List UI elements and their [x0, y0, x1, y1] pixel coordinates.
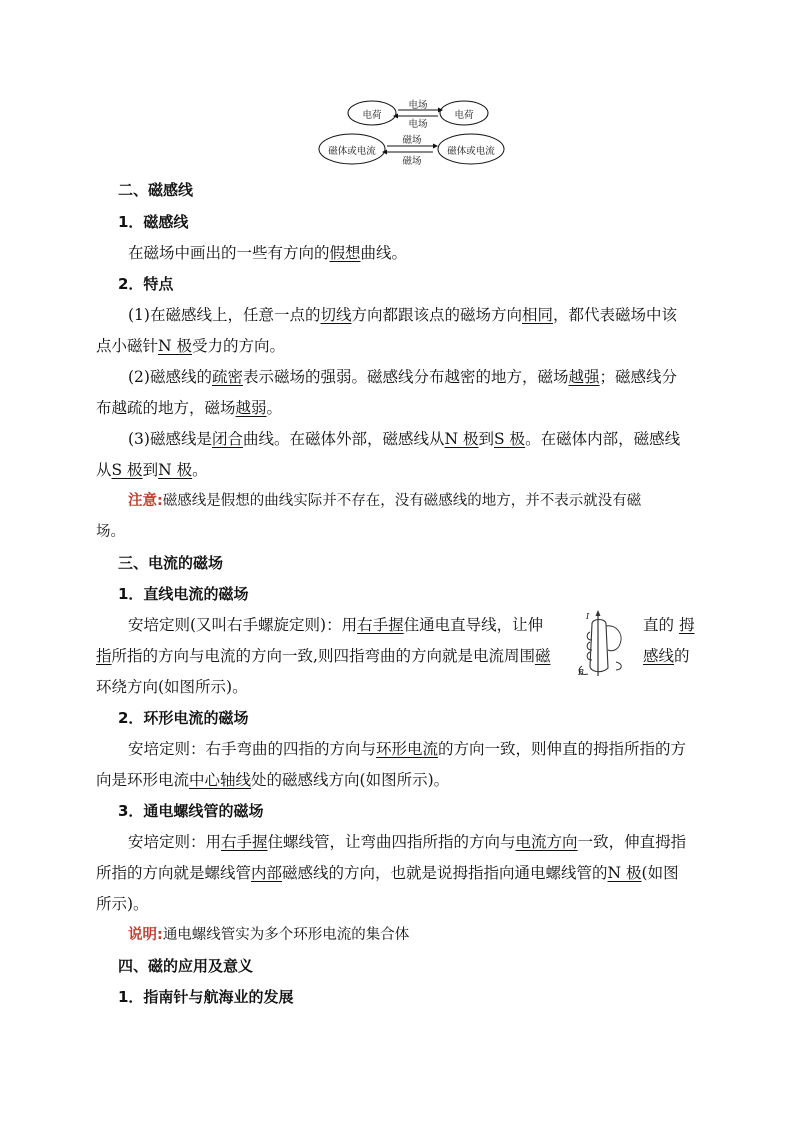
field-diagram	[0, 0, 794, 175]
straight-current-line-3: 环绕方向(如图所示)。	[96, 678, 248, 696]
feature-3-line-1: (3)磁感线是闭合曲线。在磁体外部，磁感线从N 极到S 极。在磁体内部，磁感线	[128, 430, 681, 448]
note-label: 注意:	[128, 493, 163, 509]
straight-current-line-1: 安培定则(又叫右手螺旋定则)：用右手握住通电直导线，让伸	[128, 616, 544, 634]
section-3-heading-3: 3．通电螺线管的磁场	[118, 802, 264, 820]
arrow-magnet-bottom-label: 磁场	[402, 156, 422, 167]
straight-current-line-1-right: 直的 拇	[643, 616, 695, 634]
paragraph-definition: 在磁场中画出的一些有方向的假想曲线。	[128, 244, 408, 262]
section-4-title: 四、磁的应用及意义	[118, 957, 254, 975]
explanation-label: 说明:	[128, 927, 163, 943]
ring-current-line-1: 安培定则：右手弯曲的四指的方向与环形电流的方向一致，则伸直的拇指所指的方	[128, 740, 687, 758]
field-label: B	[578, 668, 584, 677]
feature-3-line-2: 从S 极到N 极。	[96, 461, 208, 479]
hand-graphic	[576, 610, 636, 680]
section-2-heading-2: 2．特点	[118, 275, 174, 293]
arrow-charge-top-label: 电场	[408, 100, 428, 111]
arrow-magnet-top-label: 磁场	[402, 135, 422, 146]
section-3-heading-2: 2．环形电流的磁场	[118, 709, 249, 727]
note-line-1: 注意:磁感线是假想的曲线实际并不存在，没有磁感线的地方，并不表示就没有磁	[128, 493, 642, 509]
diagram-graphics	[0, 0, 794, 175]
right-hand-rule-figure	[576, 610, 636, 680]
ring-current-line-2: 向是环形电流中心轴线处的磁感线方向(如图所示)。	[96, 771, 450, 789]
section-2-heading-1: 1．磁感线	[118, 213, 189, 231]
section-3-heading-1: 1．直线电流的磁场	[118, 585, 249, 603]
node-charge-left-label: 电荷	[362, 110, 382, 121]
node-magnet-right-label: 磁体或电流	[447, 146, 495, 157]
section-4-heading-1: 1．指南针与航海业的发展	[118, 988, 294, 1006]
feature-1-line-2: 点小磁针N 极受力的方向。	[96, 337, 286, 355]
feature-2-line-1: (2)磁感线的疏密表示磁场的强弱。磁感线分布越密的地方，磁场越强；磁感线分	[128, 368, 678, 386]
section-2-title: 二、磁感线	[118, 181, 194, 199]
node-charge-right-label: 电荷	[454, 110, 474, 121]
straight-current-line-2: 指所指的方向与电流的方向一致,则四指弯曲的方向就是电流周围磁	[96, 647, 551, 665]
section-3-title: 三、电流的磁场	[118, 554, 224, 572]
feature-1-line-1: (1)在磁感线上，任意一点的切线方向都跟该点的磁场方向相同，都代表磁场中该	[128, 306, 678, 324]
feature-2-line-2: 布越疏的地方，磁场越弱。	[96, 399, 283, 417]
node-magnet-left-label: 磁体或电流	[328, 146, 376, 157]
straight-current-line-2-right: 感线的	[643, 647, 690, 665]
explanation-note: 说明:通电螺线管实为多个环形电流的集合体	[128, 927, 410, 943]
solenoid-line-2: 所指的方向就是螺线管内部磁感线的方向，也就是说拇指指向通电螺线管的N 极(如图	[96, 864, 679, 882]
solenoid-line-3: 所示)。	[96, 895, 149, 913]
arrow-charge-bottom-label: 电场	[408, 119, 428, 130]
current-label: I	[586, 612, 590, 621]
solenoid-line-1: 安培定则：用右手握住螺线管，让弯曲四指所指的方向与电流方向一致，伸直拇指	[128, 833, 687, 851]
note-line-2: 场。	[96, 524, 125, 540]
